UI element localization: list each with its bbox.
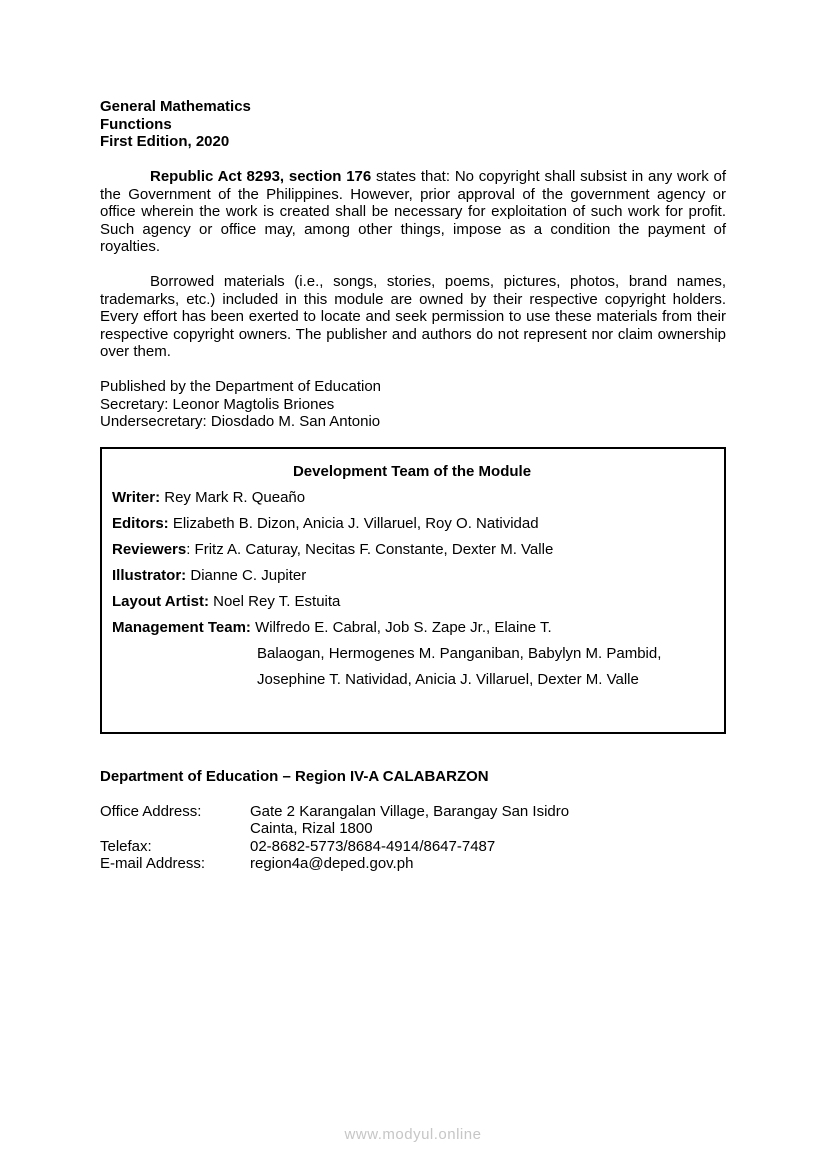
editors-names: Elizabeth B. Dizon, Anicia J. Villaruel, Roy O. Natividad <box>168 514 539 532</box>
management-team-label: Management Team: <box>112 618 251 636</box>
office-address-label-2 <box>100 820 250 838</box>
team-row-illustrator <box>112 567 712 585</box>
team-row-editors <box>112 515 712 533</box>
team-row-management <box>112 619 712 637</box>
ra-8293-citation: Republic Act 8293, section 176 <box>150 168 372 185</box>
ra-8293-text: states that: No copyright shall subsist in any work of the Government of the Philippines. However, prior approval of the government agency or office wherein the work is created shall be necessary for exploitation of such work for profit. Such agency or office may, among other things, impose as a condition the payment of royalties. <box>100 168 726 255</box>
team-row-reviewers <box>112 541 712 559</box>
subject-title: General Mathematics <box>100 98 251 115</box>
email-value: region4a@deped.gov.ph <box>250 855 414 872</box>
edition-line: First Edition, 2020 <box>100 133 230 150</box>
management-team-line3: Josephine T. Natividad, Anicia J. Villaruel, Dexter M. Valle <box>257 670 639 688</box>
illustrator-names: Dianne C. Jupiter <box>186 566 307 584</box>
undersecretary-line: Undersecretary: Diosdado M. San Antonio <box>100 413 381 430</box>
management-team-line1: Wilfredo E. Cabral, Job S. Zape Jr., Elaine T. <box>250 618 552 636</box>
contact-info <box>100 803 726 873</box>
team-row-writer <box>112 489 712 507</box>
borrowed-materials-paragraph: Borrowed materials (i.e., songs, stories, poems, pictures, photos, brand names, trademarks, etc.) included in this module are owned by their respective copyright holders. Every effort has been exerted to locate and seek permission to use these materials from their respective copyright owners. The publisher and authors do not represent nor claim ownership over them. <box>100 273 726 360</box>
layout-artist-label: Layout Artist: <box>112 592 209 610</box>
email-label: E-mail Address: <box>100 855 206 872</box>
published-by-line: Published by the Department of Education <box>100 378 382 395</box>
layout-artist-names: Noel Rey T. Estuita <box>208 592 341 610</box>
module-title: Functions <box>100 115 172 133</box>
development-team-box <box>100 447 726 734</box>
office-address-label: Office Address: <box>100 802 202 820</box>
development-team-title: Development Team of the Module <box>292 462 532 480</box>
writer-label: Writer: <box>112 488 161 506</box>
publisher-block <box>100 378 726 431</box>
title-block <box>100 98 726 151</box>
management-team-line2: Balaogan, Hermogenes M. Panganiban, Babylyn M. Pambid, <box>257 644 662 662</box>
office-address-value-2: Cainta, Rizal 1800 <box>250 820 373 837</box>
editors-label: Editors: <box>112 514 169 532</box>
telefax-value: 02-8682-5773/8684-4914/8647-7487 <box>250 837 496 855</box>
copyright-paragraph <box>100 168 726 256</box>
illustrator-label: Illustrator: <box>112 566 187 584</box>
office-address-value: Gate 2 Karangalan Village, Barangay San Isidro <box>250 802 570 820</box>
watermark: www.modyul.online <box>344 1125 482 1143</box>
reviewers-names: : Fritz A. Caturay, Necitas F. Constante, Dexter M. Valle <box>186 540 554 558</box>
region-office-title: Department of Education – Region IV-A CALABARZON <box>100 767 489 785</box>
team-row-layout-artist <box>112 593 712 611</box>
writer-names: Rey Mark R. Queaño <box>160 488 306 506</box>
secretary-line: Secretary: Leonor Magtolis Briones <box>100 395 335 413</box>
telefax-label: Telefax: <box>100 837 152 855</box>
reviewers-label: Reviewers <box>112 540 187 558</box>
